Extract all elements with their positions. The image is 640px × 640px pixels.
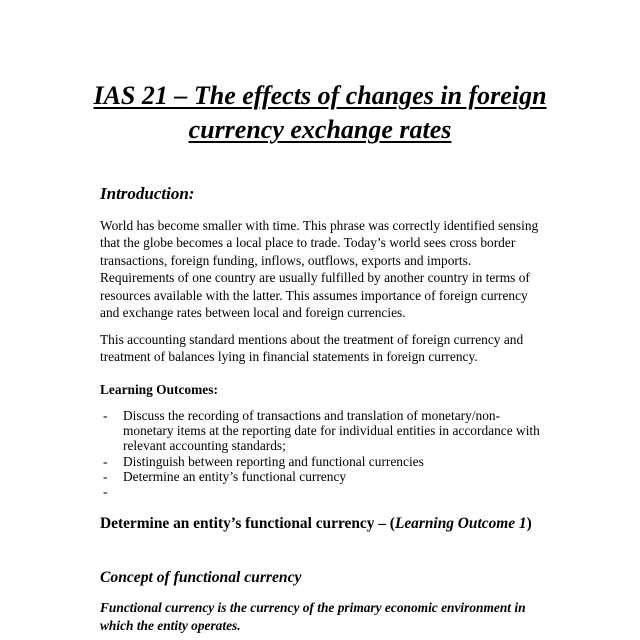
list-item: [100, 408, 560, 454]
title-line-2: currency exchange rates: [188, 115, 452, 144]
section-heading-close: ): [526, 515, 532, 532]
list-item-line: relevant accounting standards;: [123, 438, 286, 454]
paragraph-line: that the globe becomes a local place to trade. Today’s world sees cross border: [100, 235, 516, 251]
introduction-paragraph-2: [100, 331, 560, 366]
functional-currency-definition: [100, 599, 526, 634]
list-item: [100, 454, 560, 469]
introduction-paragraph-1: [100, 217, 560, 321]
paragraph-line: This accounting standard mentions about the treatment of foreign currency and: [100, 332, 524, 347]
section-heading-text: Determine an entity’s functional currency – (: [100, 515, 395, 532]
bullet-dash: -: [103, 453, 108, 469]
learning-outcomes-heading: Learning Outcomes:: [100, 382, 218, 397]
paragraph-line: transactions, foreign funding, inflows, outflows, exports and imports.: [100, 252, 472, 268]
paragraph-line: Requirements of one country are usually fulfilled by another country in terms of: [100, 270, 530, 286]
functional-currency-section-heading: [100, 514, 532, 534]
bullet-dash: -: [103, 484, 108, 500]
definition-line: which the entity operates.: [100, 617, 241, 633]
introduction-heading: Introduction:: [100, 184, 195, 203]
list-item-line: monetary items at the reporting date for individual entities in accordance with: [123, 423, 540, 439]
list-item-line: Distinguish between reporting and functional currencies: [123, 453, 424, 469]
paragraph-line: and exchange rates between local and foreign currencies.: [100, 305, 406, 321]
learning-outcomes-list: [100, 408, 560, 499]
list-item-empty: [100, 484, 560, 499]
list-item-line: [123, 484, 560, 499]
list-item: [100, 469, 560, 484]
title-line-1: IAS 21 – The effects of changes in foreign: [93, 81, 547, 110]
definition-line: Functional currency is the currency of the primary economic environment in: [100, 600, 526, 615]
bullet-dash: -: [103, 408, 108, 423]
concept-heading: Concept of functional currency: [100, 569, 302, 586]
paragraph-line: resources available with the latter. This assumes importance of foreign currency: [100, 287, 528, 303]
list-item-line: Determine an entity’s functional currency: [123, 468, 347, 484]
document-title: [0, 79, 640, 147]
list-item-line: Discuss the recording of transactions and translation of monetary/non-: [123, 408, 501, 423]
bullet-dash: -: [103, 468, 108, 484]
paragraph-line: treatment of balances lying in financial statements in foreign currency.: [100, 349, 478, 365]
paragraph-line: World has become smaller with time. This phrase was correctly identified sensing: [100, 218, 539, 233]
learning-outcome-reference: Learning Outcome 1: [394, 515, 527, 532]
